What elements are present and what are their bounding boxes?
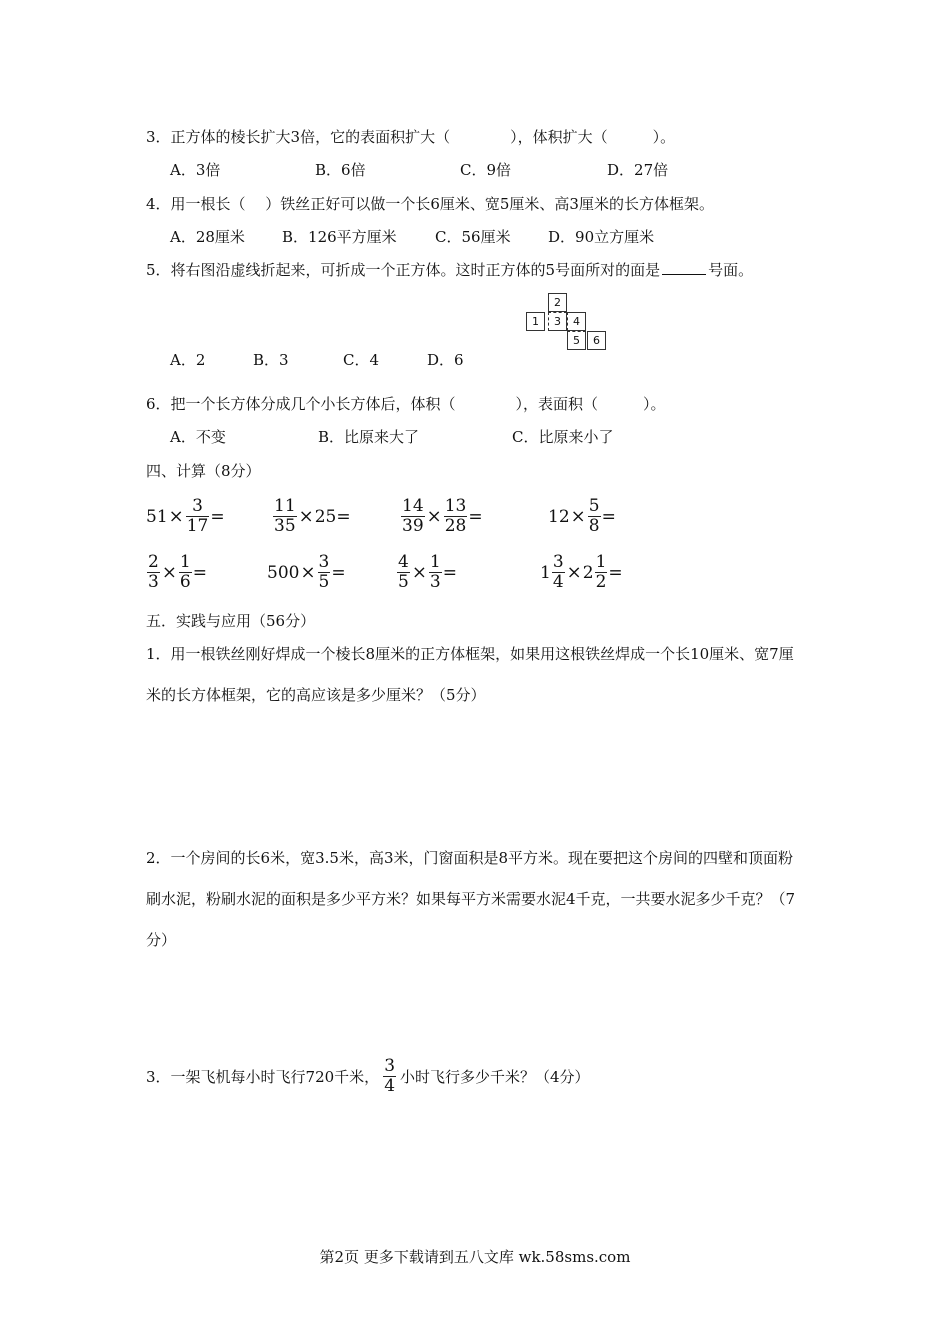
- numerator: 13: [444, 496, 467, 516]
- equals-sign: =: [468, 506, 483, 527]
- fraction: [588, 497, 601, 536]
- times-sign: ×: [300, 562, 316, 583]
- equals-sign: =: [336, 506, 351, 527]
- times-sign: ×: [570, 506, 586, 527]
- q5-stem: [146, 260, 753, 280]
- numerator: 1: [429, 552, 441, 572]
- problem-1: 1．用一根铁丝刚好焊成一个棱长8厘米的正方体框架，如果用这根铁丝焊成一个长10厘米、宽7厘米的长方体框架，它的高应该是多少厘米？（5分）: [146, 645, 794, 704]
- net-face-2: 2: [548, 293, 567, 312]
- denominator: 39: [402, 516, 424, 536]
- fraction: [397, 553, 410, 592]
- whole-number: 51: [146, 506, 168, 527]
- q5-option-a: A．2: [170, 351, 206, 369]
- q4-option-b: B．126平方厘米: [282, 228, 397, 246]
- section-4-title: 四、计算（8分）: [146, 462, 261, 480]
- calc-expression-4: [548, 497, 616, 536]
- times-sign: ×: [411, 562, 427, 583]
- net-face-3: 3: [548, 312, 567, 331]
- q5-stem-after: 号面。: [708, 261, 754, 279]
- fraction: [552, 553, 565, 592]
- denominator: 6: [179, 572, 191, 592]
- numerator: 3: [318, 552, 330, 572]
- q5-option-b: B．3: [253, 351, 289, 369]
- net-face-5: 5: [567, 331, 586, 350]
- q6-option-a: A．不变: [170, 428, 226, 446]
- q3-option-c: C．9倍: [460, 161, 512, 179]
- times-sign: ×: [566, 562, 582, 583]
- numerator: 14: [402, 496, 424, 516]
- equals-sign: =: [601, 506, 616, 527]
- q3-stem: 3．正方体的棱长扩大3倍，它的表面积扩大（ ），体积扩大（ ）。: [146, 128, 676, 146]
- numerator: 3: [384, 1056, 396, 1076]
- fraction: [444, 497, 468, 536]
- q3-option-d: D．27倍: [607, 161, 669, 179]
- denominator: 5: [318, 572, 330, 592]
- whole-number: 500: [267, 562, 300, 583]
- page-footer: 第2页 更多下载请到五八文库 wk.58sms.com: [319, 1248, 631, 1266]
- net-face-6: 6: [587, 331, 606, 350]
- q6-option-b: B．比原来大了: [318, 428, 420, 446]
- fraction: [401, 497, 425, 536]
- equals-sign: =: [608, 562, 623, 583]
- fraction: [273, 497, 297, 536]
- problem-3-after: 小时飞行多少千米？（4分）: [400, 1068, 590, 1086]
- denominator: 5: [398, 572, 409, 592]
- whole-number: 25: [314, 506, 337, 527]
- q4-option-d: D．90立方厘米: [548, 228, 655, 246]
- q5-option-d: D．6: [427, 351, 464, 369]
- fraction: [179, 553, 192, 592]
- denominator: 8: [588, 516, 600, 536]
- calc-expression-2: [272, 497, 351, 536]
- fraction: [318, 553, 331, 592]
- q4-option-a: A．28厘米: [170, 228, 245, 246]
- q4-option-c: C．56厘米: [435, 228, 511, 246]
- q5-stem-before: 5．将右图沿虚线折起来，可折成一个正方体。这时正方体的5号面所对的面是: [146, 261, 661, 279]
- times-sign: ×: [298, 506, 314, 527]
- section-5-title: 五．实践与应用（56分）: [146, 612, 316, 630]
- equals-sign: =: [192, 562, 207, 583]
- numerator: 5: [588, 496, 600, 516]
- numerator: 3: [552, 552, 564, 572]
- calc-expression-6: [267, 553, 346, 592]
- whole-number: 12: [548, 506, 570, 527]
- fraction: [595, 553, 608, 592]
- times-sign: ×: [426, 506, 442, 527]
- calc-expression-8: [540, 553, 623, 592]
- calc-expression-3: [400, 497, 483, 536]
- problem-3: [146, 1057, 590, 1096]
- numerator: 4: [398, 552, 409, 572]
- times-sign: ×: [161, 562, 177, 583]
- problem-2: 2．一个房间的长6米，宽3.5米，高3米，门窗面积是8平方米。现在要把这个房间的四壁和顶面粉刷水泥，粉刷水泥的面积是多少平方米？如果每平方米需要水泥4千克，一共要水泥多少千克？（7分）: [146, 849, 796, 949]
- fraction: [429, 553, 442, 592]
- equals-sign: =: [442, 562, 457, 583]
- denominator: 3: [148, 572, 159, 592]
- times-sign: ×: [168, 506, 184, 527]
- q3-option-a: A．3倍: [170, 161, 221, 179]
- denominator: 28: [444, 516, 467, 536]
- numerator: 11: [274, 496, 296, 516]
- q3-option-b: B．6倍: [315, 161, 366, 179]
- fraction: [186, 497, 210, 536]
- mixed-whole: 1: [540, 562, 551, 583]
- equals-sign: =: [210, 506, 225, 527]
- numerator: 2: [148, 552, 159, 572]
- denominator: 3: [429, 572, 441, 592]
- denominator: 4: [384, 1076, 396, 1096]
- calc-expression-7: [396, 553, 457, 592]
- answer-blank[interactable]: [662, 262, 706, 275]
- problem-3-before: 3．一架飞机每小时飞行720千米，: [146, 1068, 380, 1086]
- cube-net-diagram: [526, 293, 612, 353]
- mixed-whole: 2: [582, 562, 594, 583]
- calc-expression-5: [146, 553, 207, 592]
- denominator: 17: [186, 516, 209, 536]
- fraction: [147, 553, 160, 592]
- net-face-4: 4: [567, 312, 586, 331]
- denominator: 2: [595, 572, 607, 592]
- net-face-1: 1: [526, 312, 545, 331]
- numerator: 3: [192, 496, 203, 516]
- calc-expression-1: [146, 497, 225, 536]
- q5-option-c: C．4: [343, 351, 380, 369]
- denominator: 4: [552, 572, 564, 592]
- q4-stem: 4．用一根长（ ）铁丝正好可以做一个长6厘米、宽5厘米、高3厘米的长方体框架。: [146, 195, 714, 213]
- numerator: 1: [179, 552, 191, 572]
- denominator: 35: [274, 516, 296, 536]
- fraction: [383, 1057, 396, 1096]
- q6-option-c: C．比原来小了: [512, 428, 614, 446]
- q6-stem: 6．把一个长方体分成几个小长方体后，体积（ ），表面积（ ）。: [146, 395, 666, 413]
- equals-sign: =: [331, 562, 346, 583]
- numerator: 1: [595, 552, 607, 572]
